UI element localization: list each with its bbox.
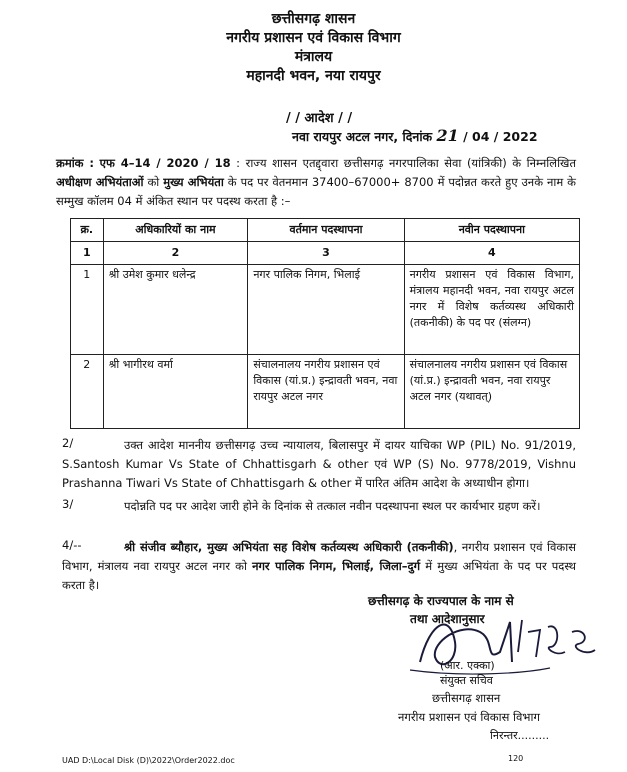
- table-header-row: [71, 219, 580, 242]
- para3-number: 3/: [62, 497, 74, 511]
- order-title: / / आदेश / /: [286, 111, 353, 126]
- row-current: नगर पालिक निगम, भिलाई: [248, 265, 404, 355]
- row-new: संचालनालय नगरीय प्रशासन एवं विकास (यां.प्र.) इन्द्रावती भवन, नवा रायपुर अटल नगर (यथावत्): [404, 355, 579, 429]
- continued-marker: निरन्तर.........: [490, 729, 550, 742]
- posting-table: [70, 218, 580, 429]
- para4-text-a: , नगरीय प्रशासन एवं विकास विभाग, मंत्रालय नवा रायपुर अटल नगर को: [62, 540, 576, 573]
- department-name: नगरीय प्रशासन एवं विकास विभाग: [226, 30, 401, 46]
- order-authority-line: तथा आदेशानुसार: [410, 612, 485, 626]
- order-paragraph-3: पदोन्नति पद पर आदेश जारी होने के दिनांक से तत्काल नवीन पदस्थापना स्थल पर कार्यभार ग्रहण करें।: [124, 499, 541, 513]
- governor-authority-line: छत्तीसगढ़ के राज्यपाल के नाम से: [368, 594, 514, 608]
- row-name: श्री भागीरथ वर्मा: [103, 355, 248, 429]
- order-date-rest: / 04 / 2022: [463, 129, 538, 144]
- row-sno: 2: [71, 355, 104, 429]
- row-new: नगरीय प्रशासन एवं विकास विभाग, मंत्रालय महानदी भवन, नवा रायपुर अटल नगर में विशेष कर्तव्यस्थ अधिकारी (तकनीकी) के पद पर (संलग्न): [404, 265, 579, 355]
- signature-scribble: [400, 602, 610, 682]
- para1-text-a: : राज्य शासन एतद्द्वारा छत्तीसगढ़ नगरपालिका सेवा (यांत्रिकी) के निम्नलिखित: [236, 156, 577, 170]
- footer-page-number: 120: [508, 754, 524, 763]
- header-current: वर्तमान पदस्थापना: [248, 219, 404, 242]
- order-place: नवा रायपुर अटल नगर, दिनांक: [292, 129, 433, 144]
- table-row: [71, 355, 580, 429]
- para2-number: 2/: [62, 436, 74, 450]
- ministry-name: मंत्रालय: [294, 49, 333, 65]
- para1-bold-a: अधीक्षण अभियंताओं: [56, 175, 144, 189]
- para1-text-b: को: [147, 175, 160, 189]
- para4-text-b: में मुख्य अभियंता के पद पर पदस्थ करता है।: [62, 559, 577, 592]
- para4-number: 4/--: [62, 538, 82, 552]
- signatory-govt: छत्तीसगढ़ शासन: [432, 691, 501, 705]
- row-sno: 1: [71, 265, 104, 355]
- signatory-department: नगरीय प्रशासन एवं विकास विभाग: [398, 710, 540, 724]
- table-index-row: [71, 242, 580, 265]
- header-name: अधिकारियों का नाम: [103, 219, 248, 242]
- signatory-designation: संयुक्त सचिव: [440, 674, 493, 687]
- order-date-line: [292, 126, 538, 145]
- office-address: महानदी भवन, नया रायपुर: [246, 68, 381, 84]
- index-3: 3: [248, 242, 404, 265]
- order-paragraph-1: [56, 154, 576, 211]
- govt-name: छत्तीसगढ़ शासन: [271, 11, 356, 27]
- signatory-name: (आर. एक्का): [440, 659, 495, 672]
- para4-bold-a: श्री संजीव ब्यौहार, मुख्य अभियंता सह विशेष कर्तव्यस्थ अधिकारी (तकनीकी): [124, 540, 454, 554]
- order-date-day: 21: [436, 126, 459, 145]
- kramank-value: एफ 4–14 / 2020 / 18: [99, 156, 231, 170]
- footer-file-path: UAD D:\Local Disk (D)\2022\Order2022.doc: [62, 756, 235, 765]
- header-new: नवीन पदस्थापना: [404, 219, 579, 242]
- header-sno: क्र.: [71, 219, 104, 242]
- index-1: 1: [71, 242, 104, 265]
- row-name: श्री उमेश कुमार धलेन्द्र: [103, 265, 248, 355]
- index-4: 4: [404, 242, 579, 265]
- table-row: [71, 265, 580, 355]
- kramank-label: क्रमांक :: [56, 156, 95, 170]
- row-current: संचालनालय नगरीय प्रशासन एवं विकास (यां.प्र.) इन्द्रावती भवन, नवा रायपुर अटल नगर: [248, 355, 404, 429]
- para1-text-c: के पद पर वेतनमान 37400–67000+ 8700 में पदोन्नत करते हुए उनके नाम के सम्मुख कॉलम 04 में अंकित स्थान पर पदस्थ करता है :–: [56, 175, 576, 208]
- para4-bold-b: नगर पालिक निगम, भिलाई, जिला–दुर्ग: [252, 559, 421, 573]
- index-2: 2: [103, 242, 248, 265]
- order-paragraph-4: [62, 538, 576, 595]
- order-paragraph-2: उक्त आदेश माननीय छत्तीसगढ़ उच्च न्यायालय, बिलासपुर में दायर याचिका WP (PIL) No. 91/2019, S.Santosh Kumar Vs State of Chhattisgarh & other एवं WP (S) No. 9778/2019, Vishnu Prashanna Tiwari Vs State of Chhattisgarh & other में पारित अंतिम आदेश के अध्याधीन होगा।: [62, 438, 576, 490]
- para1-bold-b: मुख्य अभियंता: [163, 175, 224, 189]
